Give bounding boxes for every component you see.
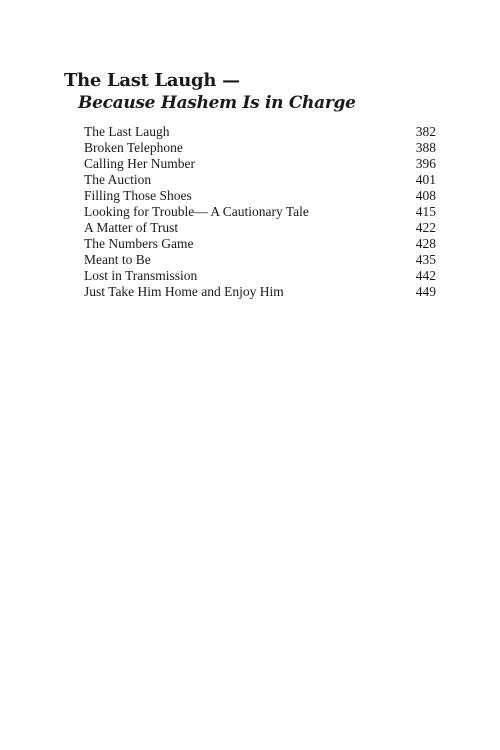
toc-entry-title: The Numbers Game (84, 236, 194, 251)
toc-entry (84, 284, 436, 300)
toc-entry (84, 204, 436, 220)
toc-entry (84, 268, 436, 284)
toc-entry (84, 236, 436, 252)
toc-entry-page: 382 (415, 124, 436, 139)
toc-entry-page: 422 (415, 220, 436, 235)
toc-list (84, 124, 436, 300)
toc-entry-title: A Matter of Trust (84, 220, 179, 235)
toc-entry-title: The Last Laugh (84, 124, 170, 139)
toc-entry-title: Calling Her Number (84, 156, 195, 171)
toc-entry (84, 172, 436, 188)
toc-entry-title: Meant to Be (84, 252, 151, 267)
section-title: The Last Laugh — (64, 70, 240, 91)
toc-entry-page: 408 (415, 188, 436, 203)
toc-entry-page: 442 (415, 268, 436, 283)
toc-entry-title: The Auction (84, 172, 152, 187)
toc-entry-title: Looking for Trouble— A Cautionary Tale (84, 204, 309, 219)
toc-entry-page: 449 (415, 284, 436, 299)
toc-entry (84, 220, 436, 236)
toc-entry (84, 156, 436, 172)
toc-entry-page: 435 (415, 252, 436, 267)
toc-entry-page: 428 (415, 236, 436, 251)
toc-entry-title: Just Take Him Home and Enjoy Him (84, 284, 284, 299)
toc-section (64, 70, 436, 300)
toc-entry-page: 396 (415, 156, 436, 171)
toc-entry-title: Lost in Transmission (84, 268, 198, 283)
toc-entry (84, 252, 436, 268)
section-subtitle: Because Hashem Is in Charge (78, 93, 356, 113)
toc-entry (84, 188, 436, 204)
toc-entry (84, 140, 436, 156)
toc-entry-page: 388 (415, 140, 436, 155)
toc-entry-title: Filling Those Shoes (84, 188, 192, 203)
toc-entry-title: Broken Telephone (84, 140, 183, 155)
toc-entry (84, 124, 436, 140)
toc-entry-page: 401 (415, 172, 436, 187)
toc-entry-page: 415 (415, 204, 436, 219)
